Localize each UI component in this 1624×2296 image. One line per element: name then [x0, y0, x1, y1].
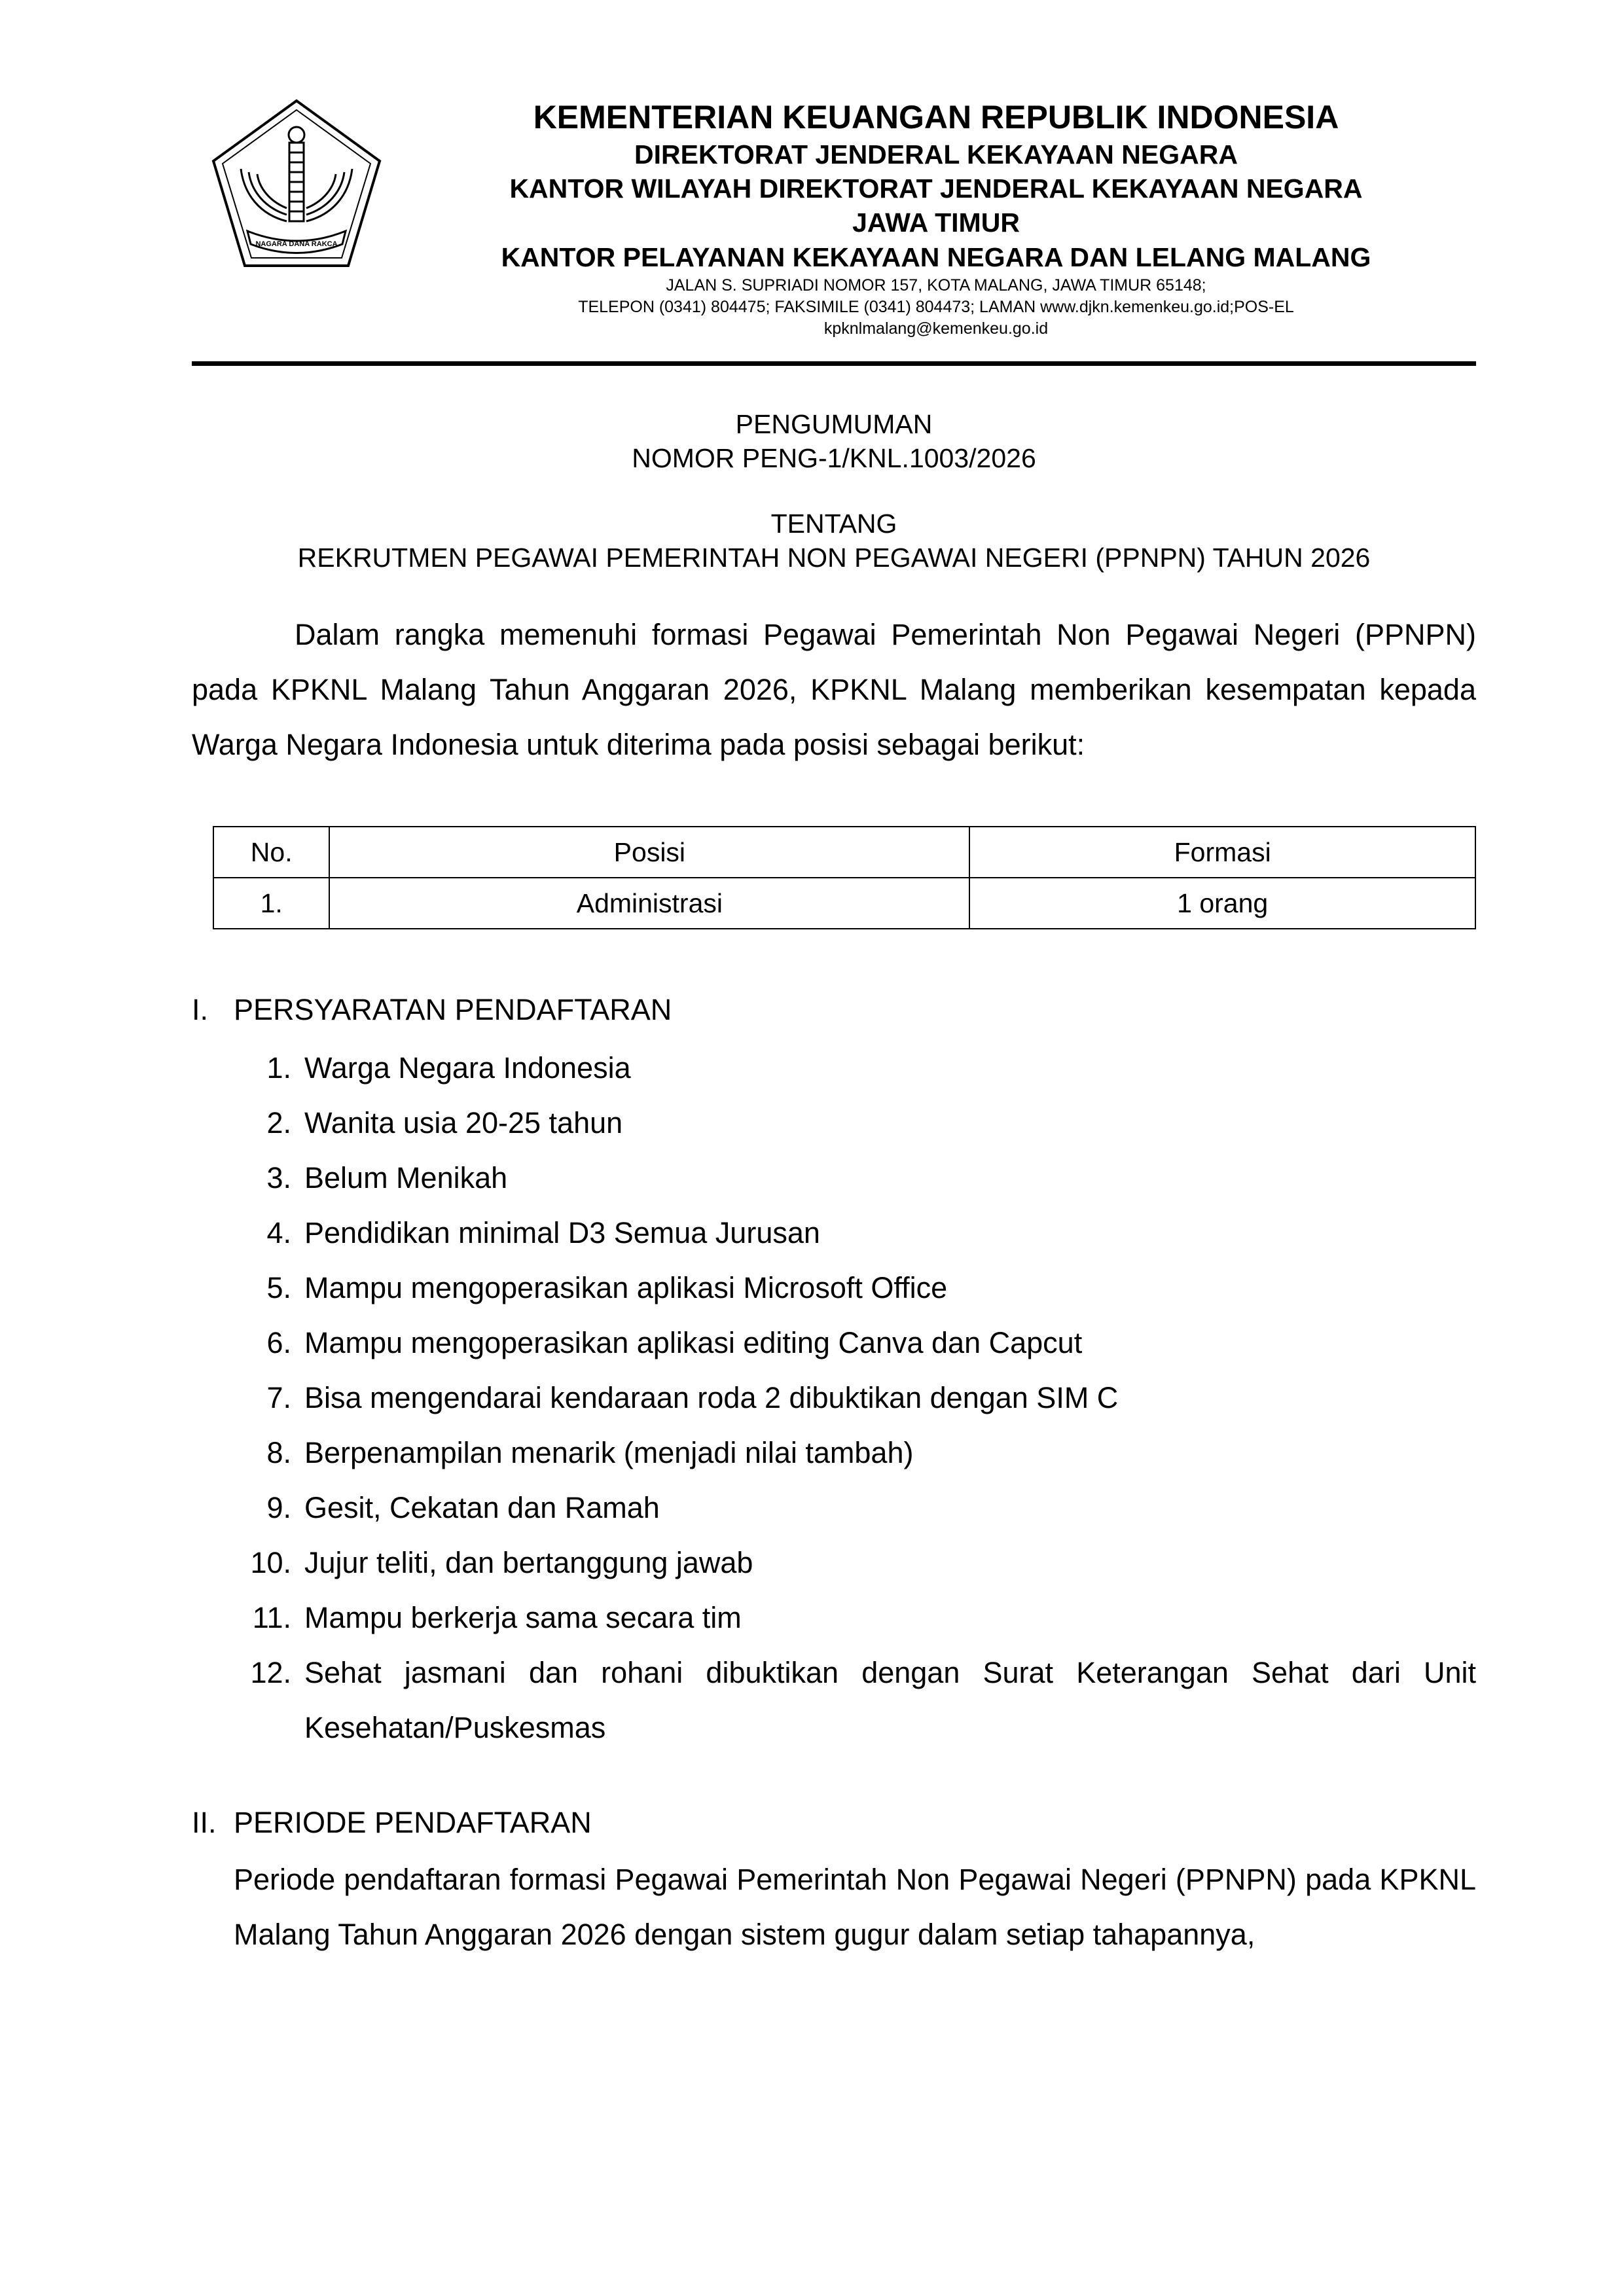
announcement-subject-block — [192, 507, 1476, 575]
list-item: 3. Belum Menikah — [266, 1161, 508, 1194]
section-heading-persyaratan — [192, 990, 672, 1030]
list-item: 10. Jujur teliti, dan bertanggung jawab — [250, 1546, 753, 1579]
section-title: PERSYARATAN PENDAFTARAN — [234, 993, 672, 1026]
column-header-no: No. — [213, 827, 329, 878]
region-name: JAWA TIMUR — [852, 207, 1020, 238]
letterhead — [419, 97, 1453, 340]
table-row — [213, 878, 1475, 929]
svg-text:NAGARA DANA RAKCA: NAGARA DANA RAKCA — [255, 240, 338, 248]
list-item: 9. Gesit, Cekatan dan Ramah — [266, 1491, 660, 1524]
section-number: II. — [192, 1806, 217, 1839]
office-contact: TELEPON (0341) 804475; FAKSIMILE (0341) 804473; LAMAN www.djkn.kemenkeu.go.id;POS-EL — [578, 298, 1294, 316]
requirements-list — [234, 1041, 1476, 1755]
section-number: I. — [192, 993, 209, 1026]
list-item: 2. Wanita usia 20-25 tahun — [266, 1106, 623, 1139]
cell-formasi: 1 orang — [969, 878, 1475, 929]
table-header-row — [213, 827, 1475, 878]
list-item: 4. Pendidikan minimal D3 Semua Jurusan — [266, 1216, 820, 1249]
list-item: 5. Mampu mengoperasikan aplikasi Microsoft Office — [266, 1271, 948, 1304]
positions-table — [213, 826, 1476, 929]
ministry-name: KEMENTERIAN KEUANGAN REPUBLIK INDONESIA — [533, 99, 1339, 135]
cell-posisi: Administrasi — [329, 878, 969, 929]
announcement-number: NOMOR PENG-1/KNL.1003/2026 — [632, 443, 1036, 473]
list-item: 7. Bisa mengendarai kendaraan roda 2 dibuktikan dengan SIM C — [266, 1381, 1119, 1414]
column-header-posisi: Posisi — [329, 827, 969, 878]
regional-office-name: KANTOR WILAYAH DIREKTORAT JENDERAL KEKAYAAN NEGARA — [509, 173, 1363, 204]
intro-paragraph: Dalam rangka memenuhi formasi Pegawai Pemerintah Non Pegawai Negeri (PPNPN) pada KPKNL Malang Tahun Anggaran 2026, KPKNL Malang memberikan kesempatan kepada Warga Negara Indonesia untuk diterima pada posisi sebagai berikut: — [192, 618, 1476, 761]
office-name: KANTOR PELAYANAN KEKAYAAN NEGARA DAN LELANG MALANG — [501, 242, 1371, 272]
period-paragraph: Periode pendaftaran formasi Pegawai Pemerintah Non Pegawai Negeri (PPNPN) pada KPKNL Malang Tahun Anggaran 2026 dengan sistem gugur dalam setiap tahapannya, — [234, 1863, 1476, 1951]
directorate-name: DIREKTORAT JENDERAL KEKAYAAN NEGARA — [634, 139, 1238, 170]
column-header-formasi: Formasi — [969, 827, 1475, 878]
list-item: 8. Berpenampilan menarik (menjadi nilai tambah) — [266, 1436, 914, 1469]
office-email: kpknlmalang@kemenkeu.go.id — [823, 319, 1049, 338]
list-item: 1. Warga Negara Indonesia — [266, 1051, 631, 1085]
announcement-subject: REKRUTMEN PEGAWAI PEMERINTAH NON PEGAWAI NEGERI (PPNPN) TAHUN 2026 — [297, 543, 1371, 573]
list-item: 6. Mampu mengoperasikan aplikasi editing Canva dan Capcut — [266, 1326, 1083, 1359]
section-heading-periode — [192, 1803, 592, 1842]
kemenkeu-logo-icon — [208, 97, 385, 272]
letterhead-divider — [192, 361, 1476, 366]
announcement-heading: PENGUMUMAN — [735, 409, 933, 439]
announcement-header — [192, 407, 1476, 475]
office-address: JALAN S. SUPRIADI NOMOR 157, KOTA MALANG, JAWA TIMUR 65148; — [666, 276, 1206, 295]
list-item: 11. Mampu berkerja sama secara tim — [252, 1601, 742, 1634]
about-label: TENTANG — [770, 509, 897, 539]
cell-no: 1. — [213, 878, 329, 929]
list-item: 12. Sehat jasmani dan rohani dibuktikan dengan Surat Keterangan Sehat dari Unit Kesehatan/Puskesmas — [250, 1656, 1476, 1744]
section-title: PERIODE PENDAFTARAN — [234, 1806, 592, 1839]
